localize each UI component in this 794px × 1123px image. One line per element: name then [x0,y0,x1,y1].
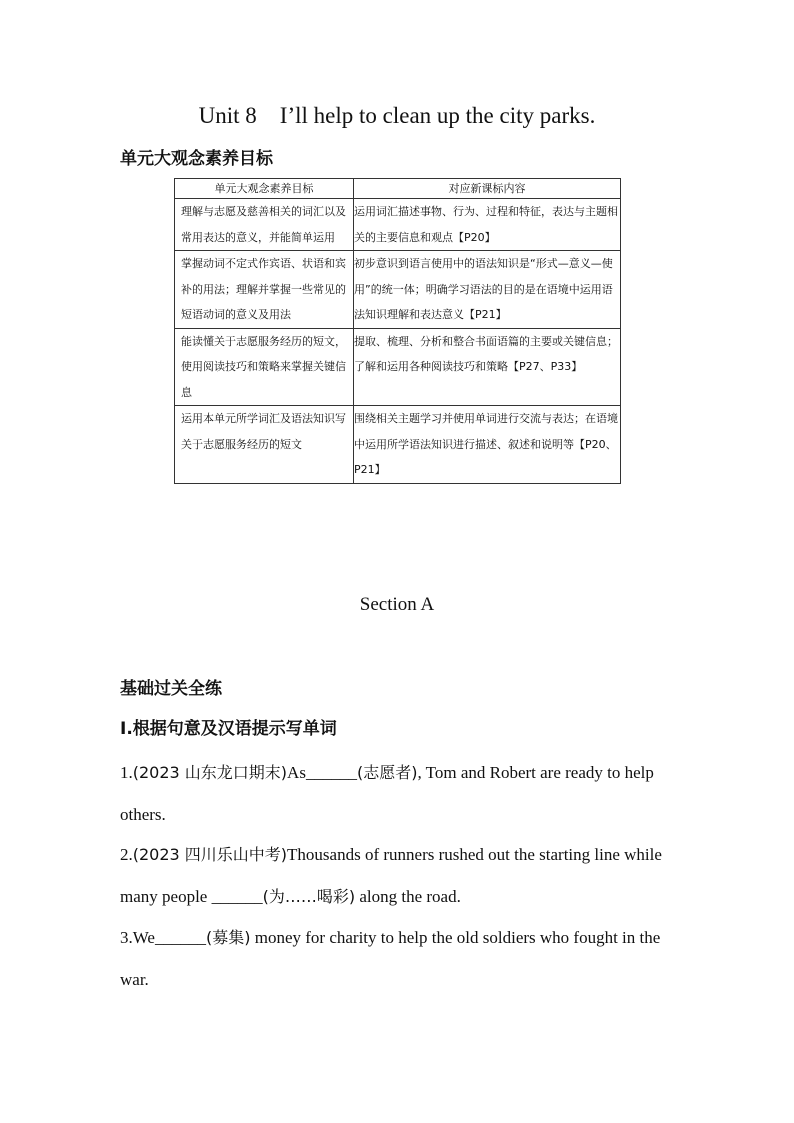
table-row [175,199,621,251]
table-cell-standard [354,199,621,251]
question-text-before: Thousands of runners rushed out the starting line while many people [120,845,662,906]
goal-text: 掌握动词不定式作宾语、状语和宾补的用法；理解并掌握一些常见的短语动词的意义及用法 [181,257,346,321]
answer-blank[interactable]: ______ [154,928,206,947]
question-text-before: We [132,928,155,947]
table-row [175,406,621,484]
table-header-standard: 对应新课标内容 [354,179,621,199]
table-cell-goal [175,328,354,406]
question-number: 1. [120,763,133,782]
table-row [175,251,621,329]
answer-blank[interactable]: ______ [211,887,263,906]
standard-text: 初步意识到语言使用中的语法知识是“形式—意义—使用”的统一体；明确学习语法的目的是在语境中运用语法知识理解和表达意义【P21】 [354,257,613,321]
question-3 [120,917,676,1001]
question-1 [120,752,676,836]
question-text-before: As [287,763,306,782]
table-row [175,328,621,406]
standard-text: 围绕相关主题学习并使用单词进行交流与表达；在语境中运用所学语法知识进行描述、叙述和说明等【P20、P21】 [354,412,618,476]
question-2 [120,834,676,918]
unit-title: Unit 8 I’ll help to clean up the city parks. [198,103,596,128]
basic-practice-heading: 基础过关全练 [120,679,222,699]
goal-text: 理解与志愿及慈善相关的词汇以及常用表达的意义，并能简单运用 [181,205,346,244]
question-source: (2023 四川乐山中考) [132,845,288,864]
question-hint: (为……喝彩) [262,887,356,906]
question-number: 3. [120,928,133,947]
standard-text: 运用词汇描述事物、行为、过程和特征，表达与主题相关的主要信息和观点【P20】 [354,205,618,244]
objectives-table [174,178,621,484]
part1-heading: Ⅰ.根据句意及汉语提示写单词 [120,719,337,739]
table-cell-goal [175,199,354,251]
question-hint: (志愿者) [356,763,418,782]
goal-text: 运用本单元所学词汇及语法知识写关于志愿服务经历的短文 [181,412,346,451]
section-title: Section A [359,594,435,615]
question-source: (2023 山东龙口期末) [132,763,288,782]
question-text-after: , Tom and Robert are ready to help others. [120,763,654,824]
table-header-goal: 单元大观念素养目标 [175,179,354,199]
goal-text: 能读懂关于志愿服务经历的短文，使用阅读技巧和策略来掌握关键信息 [181,334,346,399]
table-cell-goal [175,251,354,329]
table-cell-standard [354,328,621,406]
table-cell-standard [354,406,621,484]
table-header-row [175,179,621,199]
table-cell-goal [175,406,354,484]
objectives-heading: 单元大观念素养目标 [120,149,273,169]
standard-text: 提取、梳理、分析和整合书面语篇的主要或关键信息；了解和运用各种阅读技巧和策略【P27、P33】 [354,334,618,373]
question-text-after: money for charity to help the old soldiers who fought in the war. [120,928,661,989]
question-text-after: along the road. [355,887,461,906]
answer-blank[interactable]: ______ [305,763,357,782]
question-number: 2. [120,845,133,864]
table-cell-standard [354,251,621,329]
question-hint: (募集) [205,928,251,947]
